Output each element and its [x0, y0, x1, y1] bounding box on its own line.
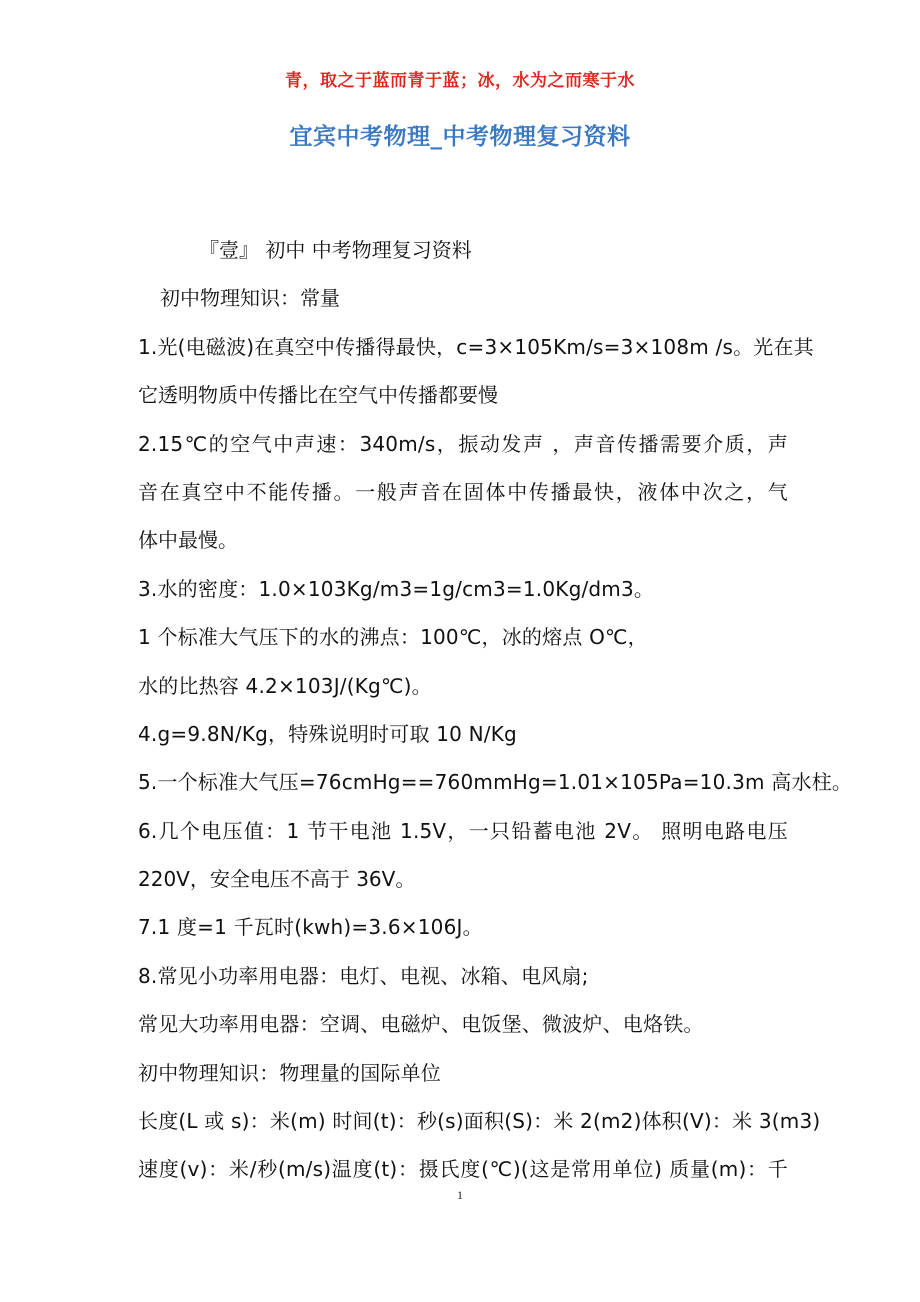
motto-banner: 青，取之于蓝而青于蓝；冰，水为之而寒于水	[285, 71, 635, 91]
document-title: 宜宾中考物理_中考物理复习资料	[289, 124, 631, 150]
text-line: 它透明物质中传播比在空气中传播都要慢	[138, 383, 498, 408]
text-line: 1.光(电磁波)在真空中传播得最快，c=3×105Km/s=3×108m /s。光在其	[138, 334, 814, 359]
text-line: 体中最慢。	[138, 528, 238, 553]
page-number: 1	[457, 1188, 463, 1202]
text-line: 5.一个标准大气压=76cmHg==760mmHg=1.01×105Pa=10.3m 高水柱。	[138, 770, 853, 795]
section-heading: 『壹』 初中 中考物理复习资料	[199, 238, 472, 262]
text-line: 水的比热容 4.2×103J/(Kg℃)。	[138, 673, 432, 698]
text-line: 初中物理知识：物理量的国际单位	[138, 1060, 441, 1085]
text-line: 8.常见小功率用电器：电灯、电视、冰箱、电风扇;	[138, 963, 589, 988]
text-line: 220V，安全电压不高于 36V。	[138, 867, 416, 892]
text-line: 音在真空中不能传播。一般声音在固体中传播最快，液体中次之，气	[138, 479, 788, 504]
text-line: 速度(v)：米/秒(m/s)温度(t)：摄氏度(℃)(这是常用单位) 质量(m)：千	[138, 1157, 788, 1182]
text-line: 4.g=9.8N/Kg，特殊说明时可取 10 N/Kg	[138, 721, 517, 746]
text-line: 长度(L 或 s)：米(m) 时间(t)：秒(s)面积(S)：米 2(m2)体积(V)：米 3(m3)	[138, 1109, 821, 1134]
document-body	[138, 226, 853, 1194]
text-line: 6.几个电压值：1 节干电池 1.5V，一只铅蓄电池 2V。 照明电路电压	[138, 818, 788, 843]
text-line: 3.水的密度：1.0×103Kg/m3=1g/cm3=1.0Kg/dm3。	[138, 576, 655, 601]
text-line: 1 个标准大气压下的水的沸点：100℃，冰的熔点 O℃，	[138, 625, 648, 650]
text-line: 2.15℃的空气中声速：340m/s，振动发声 ，声音传播需要介质，声	[138, 431, 788, 456]
subheading: 初中物理知识：常量	[160, 286, 340, 311]
text-line: 7.1 度=1 千瓦时(kwh)=3.6×106J。	[138, 915, 483, 940]
text-line: 常见大功率用电器：空调、电磁炉、电饭堡、微波炉、电烙铁。	[138, 1012, 704, 1037]
